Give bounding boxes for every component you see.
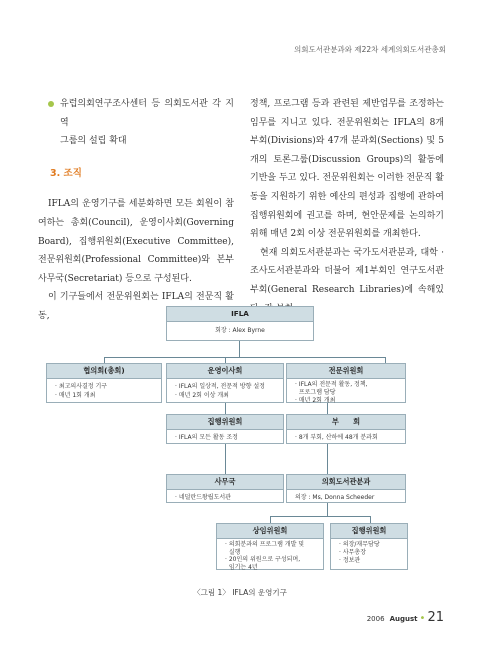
running-header: 의회도서관분과와 제22차 세계의회도서관총회 <box>294 45 446 54</box>
figure-caption: 〈그림 1〉 IFLA의 운영기구 <box>193 588 287 597</box>
right-paragraph-1: 정책, 프로그램 등과 관련된 제반업무를 조정하는 임무를 지니고 있다. 전문위원회는 IFLA의 8개 부회(Divisions)와 47개 분과회(Sections) 및 5개의 토론그룹(Discussion Groups)의 활동에 기반을 두고 있다. 전문위원회는 이러한 전문직 활동을 지원하기 위한 예산의 편성과 집행에 관하여 집행위원회에 권고를 하며, 현안문제를 논의하기 위해 매년 2회 이상 전문위원회를 개최한다. <box>250 99 444 240</box>
box-council: 협의회(총회) · 최고의사결정 기구 · 매년 1회 개최 <box>46 363 162 403</box>
green-bullet-icon <box>48 101 54 107</box>
bullet-item <box>38 95 234 151</box>
right-column <box>250 95 444 318</box>
bullet-line-2: 그룹의 설립 확대 <box>60 136 127 147</box>
box-section-executive: 집행위원회 · 의장/재무담당 · 사무총장 · 정보관 <box>330 523 408 570</box>
connector-to-standing <box>270 516 271 523</box>
footer-month: August <box>389 615 418 623</box>
box-secretariat: 사무국 · 네덜란드왕립도서관 <box>166 474 284 503</box>
left-paragraph-1: IFLA의 운영기구를 세분화하면 모든 회원이 참여하는 총회(Council), 운영이사회(Governing Board), 집행위원회(Executive Committee), 전문위원회(Professional Committee)와 본부사무국(Secretariat) 등으로 구성된다. <box>38 199 234 284</box>
connector-top-horizontal <box>104 357 386 358</box>
box-professional-committee: 전문위원회 · IFLA의 전문적 활동, 정책, 프로그램 담당 · 매년 2회 개최 <box>286 363 406 403</box>
page-number: 21 <box>427 610 444 625</box>
box-ifla-title: IFLA <box>167 307 313 322</box>
left-paragraph-2: 이 기구들에서 전문위원회는 IFLA의 전문직 활동, <box>38 292 234 321</box>
footer-bullet: • <box>419 613 426 624</box>
page-footer <box>367 606 444 625</box>
right-paragraph-2: 현재 의회도서관분과는 국가도서관분과, 대학 · 조사도서관분과와 더불어 제1부회인 연구도서관부회(General Research Libraries)에 속해있 <box>250 247 444 295</box>
connector-to-section-exec <box>370 516 371 523</box>
box-governing-board: 운영이사회 · IFLA의 일상적, 전문적 방향 설정 · 매년 2회 이상 개최 <box>166 363 284 403</box>
box-standing-committee: 상임위원회 · 의회분과의 프로그램 개발 및 실행 · 20인의 위원으로 구성되며, 임기는 4년 <box>216 523 324 570</box>
bullet-line-1: 유럽의회연구조사센터 등 의회도서관 각 지역 <box>60 99 234 128</box>
box-ifla <box>166 306 314 341</box>
connector-ifla-down <box>239 341 240 357</box>
section-heading: 3. 조직 <box>50 167 82 179</box>
box-parliamentary-section: 의회도서관분과 의장 : Ms, Donna Scheeder <box>286 474 406 503</box>
box-executive-committee: 집행위원회 · IFLA의 모든 활동 조정 <box>166 414 284 444</box>
footer-year: 2006 <box>366 615 385 623</box>
left-column <box>38 95 234 326</box>
connector-bottom-horizontal <box>270 516 371 517</box>
box-division: 부 회 · 8개 부회, 산하에 48개 분과회 <box>286 414 406 444</box>
box-ifla-body: 회장 : Alex Byrne <box>215 327 265 334</box>
